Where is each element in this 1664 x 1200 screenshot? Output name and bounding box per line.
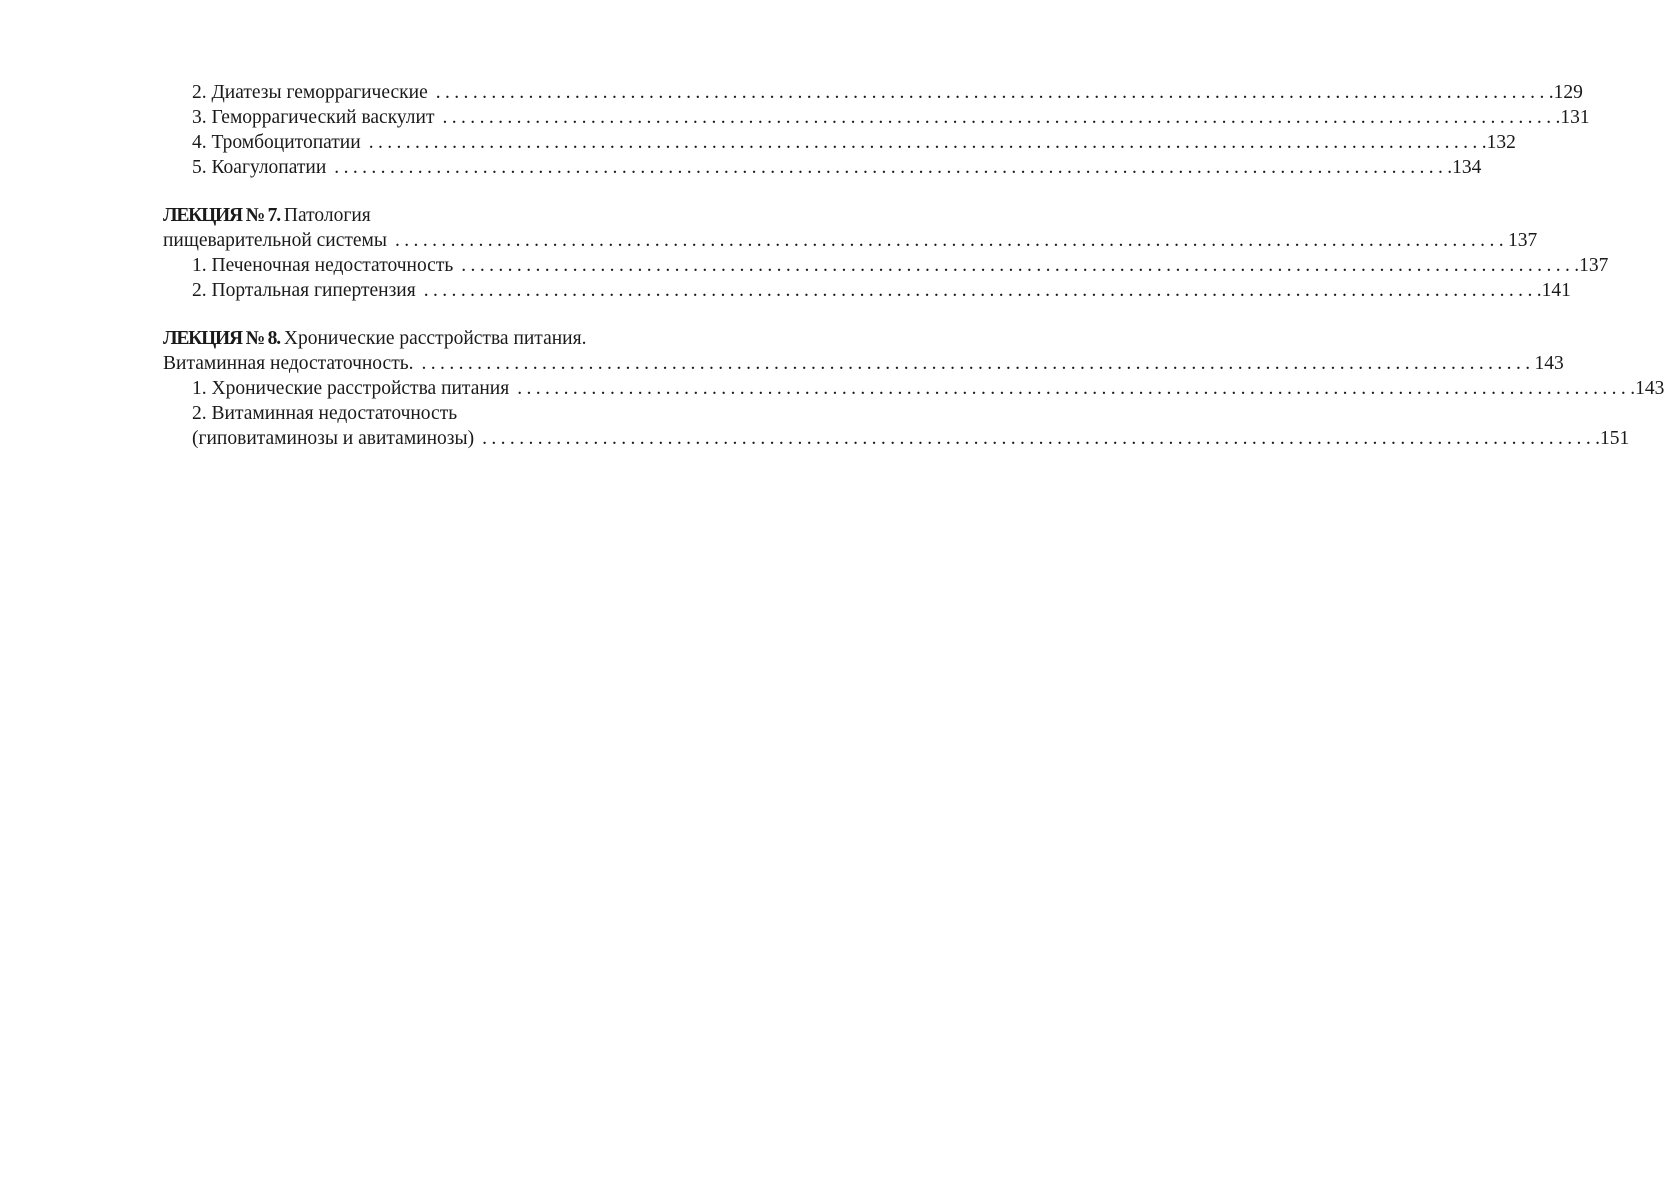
lecture-number: ЛЕКЦИЯ № 8. bbox=[163, 328, 280, 349]
toc-entry bbox=[163, 278, 1571, 303]
dot-leader: ........................................................................................................................ bbox=[334, 157, 1448, 178]
toc-entry-page: .141 bbox=[1536, 280, 1571, 301]
toc-entry-first-line bbox=[163, 401, 728, 426]
toc-entry bbox=[163, 351, 1564, 376]
toc-entry-page: 137 bbox=[1508, 230, 1538, 251]
table-of-contents bbox=[163, 80, 1664, 451]
section-gap bbox=[163, 303, 728, 326]
toc-entry-page: 143 bbox=[1534, 353, 1564, 374]
toc-entry bbox=[163, 155, 1482, 180]
toc-entry bbox=[163, 228, 1538, 253]
toc-entry-page: .134 bbox=[1447, 157, 1482, 178]
dot-leader: ........................................................................................................................ bbox=[395, 230, 1508, 251]
toc-entry bbox=[163, 105, 1590, 130]
toc-entry-title: 2. Витаминная недостаточность bbox=[192, 403, 458, 424]
lecture-heading-text bbox=[163, 203, 371, 228]
toc-entry-page: .129 bbox=[1548, 82, 1583, 103]
toc-entry-title: 5. Коагулопатии bbox=[192, 157, 327, 178]
toc-entry-page: .131 bbox=[1555, 107, 1590, 128]
lecture-heading bbox=[163, 203, 728, 228]
dot-leader: ........................................................................................................................ bbox=[421, 353, 1535, 374]
lecture-heading bbox=[163, 326, 728, 351]
lecture-title-line2: пищеварительной системы bbox=[163, 230, 387, 251]
toc-entry-page: .132 bbox=[1481, 132, 1516, 153]
toc-entry-page: .137 bbox=[1574, 255, 1609, 276]
toc-entry-title-continued: (гиповитаминозы и авитаминозы) bbox=[192, 428, 475, 449]
toc-entry bbox=[163, 426, 1630, 451]
dot-leader: ........................................................................................................................ bbox=[368, 132, 1482, 153]
lecture-number: ЛЕКЦИЯ № 7. bbox=[163, 205, 280, 226]
dot-leader: ........................................................................................................................ bbox=[442, 107, 1556, 128]
toc-entry-title: 3. Геморрагический васкулит bbox=[192, 107, 435, 128]
dot-leader: ........................................................................................................................ bbox=[482, 428, 1596, 449]
toc-entry-title: 1. Печеночная недостаточность bbox=[192, 255, 454, 276]
toc-entry-page: .151 bbox=[1595, 428, 1630, 449]
lecture-heading-text bbox=[163, 326, 586, 351]
toc-entry-page: .143 bbox=[1630, 378, 1664, 399]
toc-entry bbox=[163, 80, 1583, 105]
toc-entry-title: 4. Тромбоцитопатии bbox=[192, 132, 361, 153]
lecture-title-line1: Патология bbox=[283, 205, 371, 226]
section-gap bbox=[163, 180, 728, 203]
toc-entry-title: 2. Портальная гипертензия bbox=[192, 280, 416, 301]
dot-leader: ........................................................................................................................ bbox=[423, 280, 1537, 301]
toc-entry-title: 1. Хронические расстройства питания bbox=[192, 378, 510, 399]
toc-entry bbox=[163, 376, 1664, 401]
lecture-title-line2: Витаминная недостаточность. bbox=[163, 353, 414, 374]
dot-leader: ........................................................................................................................ bbox=[461, 255, 1575, 276]
toc-entry bbox=[163, 130, 1516, 155]
toc-entry-title: 2. Диатезы геморрагические bbox=[192, 82, 428, 103]
dot-leader: ........................................................................................................................ bbox=[517, 378, 1631, 399]
toc-entry bbox=[163, 253, 1609, 278]
dot-leader: ........................................................................................................................ bbox=[435, 82, 1549, 103]
lecture-title-line1: Хронические расстройства питания. bbox=[283, 328, 587, 349]
